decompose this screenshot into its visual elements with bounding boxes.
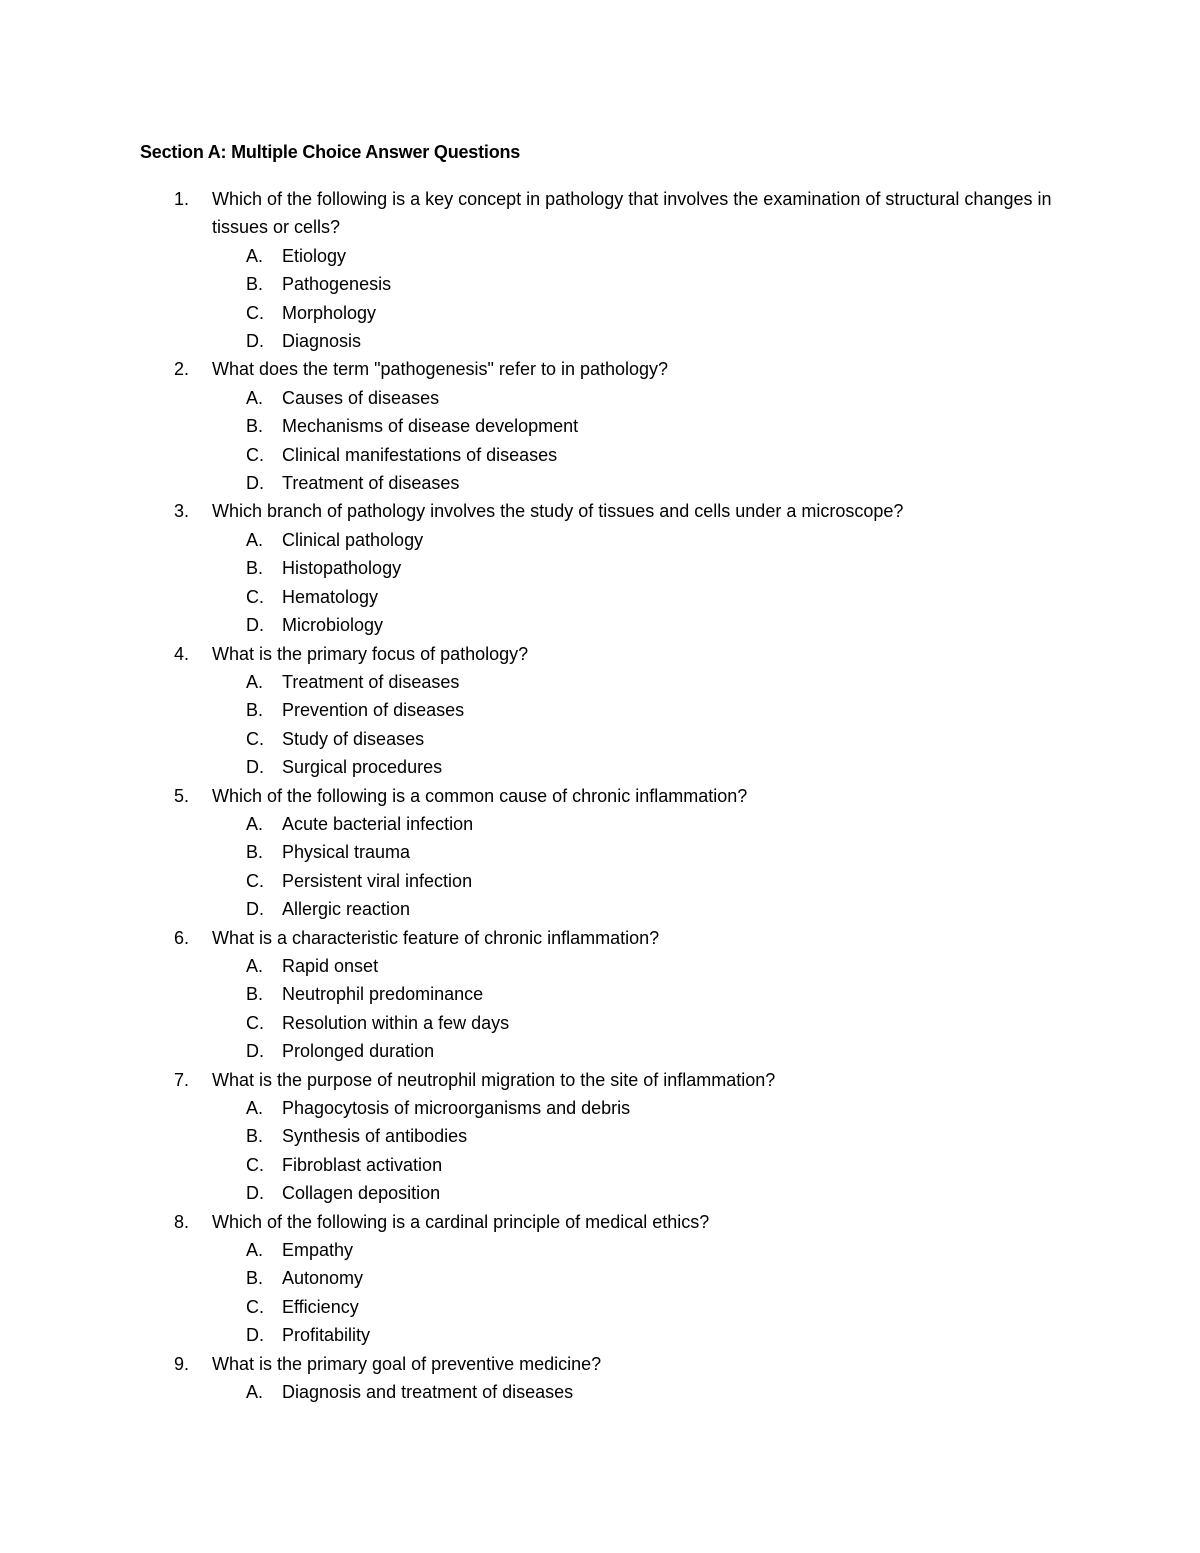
option-a (140, 1094, 1060, 1122)
question-text: What does the term "pathogenesis" refer to in pathology? (212, 359, 669, 380)
question-6 (140, 924, 1060, 1066)
option-d (140, 469, 1060, 497)
option-c (140, 583, 1060, 611)
option-text: Hematology (282, 586, 379, 607)
option-c (140, 725, 1060, 753)
option-letter: B. (246, 1126, 264, 1147)
option-b (140, 1122, 1060, 1150)
option-text: Etiology (282, 245, 347, 266)
question-text: What is a characteristic feature of chronic inflammation? (212, 927, 660, 948)
option-d (140, 1179, 1060, 1207)
option-text: Clinical pathology (282, 529, 424, 550)
option-text: Prevention of diseases (282, 700, 465, 721)
question-7 (140, 1066, 1060, 1208)
option-letter: C. (246, 728, 264, 749)
question-number: 4. (174, 643, 190, 664)
option-text: Pathogenesis (282, 274, 392, 295)
option-c (140, 1293, 1060, 1321)
question-number: 6. (174, 927, 190, 948)
option-letter: B. (246, 842, 264, 863)
question-text: What is the primary goal of preventive medicine? (212, 1353, 602, 1374)
question-text: Which branch of pathology involves the study of tissues and cells under a microscope? (212, 501, 904, 522)
option-text: Study of diseases (282, 728, 425, 749)
option-text: Surgical procedures (282, 757, 443, 778)
option-b (140, 1264, 1060, 1292)
option-letter: C. (246, 302, 264, 323)
option-a (140, 384, 1060, 412)
option-text: Efficiency (282, 1296, 359, 1317)
option-letter: A. (246, 671, 264, 692)
option-text: Histopathology (282, 558, 402, 579)
question-number: 9. (174, 1353, 190, 1374)
question-number: 8. (174, 1211, 190, 1232)
option-b (140, 412, 1060, 440)
question-2 (140, 355, 1060, 497)
option-b (140, 270, 1060, 298)
option-text: Empathy (282, 1240, 354, 1261)
option-text: Autonomy (282, 1268, 364, 1289)
option-a (140, 810, 1060, 838)
option-text: Allergic reaction (282, 899, 411, 920)
question-text: What is the purpose of neutrophil migration to the site of inflammation? (212, 1069, 776, 1090)
option-a (140, 668, 1060, 696)
option-b (140, 838, 1060, 866)
option-d (140, 895, 1060, 923)
option-d (140, 753, 1060, 781)
option-text: Morphology (282, 302, 377, 323)
option-letter: C. (246, 1154, 264, 1175)
option-letter: D. (246, 757, 264, 778)
section-title: Section A: Multiple Choice Answer Questions (140, 142, 521, 162)
question-3 (140, 497, 1060, 639)
question-1 (140, 185, 1060, 355)
option-c (140, 299, 1060, 327)
option-letter: B. (246, 984, 264, 1005)
option-text: Diagnosis (282, 331, 362, 352)
option-a (140, 1236, 1060, 1264)
question-text: What is the primary focus of pathology? (212, 643, 529, 664)
option-text: Causes of diseases (282, 387, 440, 408)
option-letter: D. (246, 1325, 264, 1346)
option-letter: C. (246, 1296, 264, 1317)
option-letter: C. (246, 586, 264, 607)
option-text: Clinical manifestations of diseases (282, 444, 558, 465)
option-letter: A. (246, 813, 264, 834)
question-number: 3. (174, 501, 190, 522)
option-text: Synthesis of antibodies (282, 1126, 468, 1147)
option-letter: B. (246, 274, 264, 295)
option-text: Profitability (282, 1325, 371, 1346)
option-d (140, 327, 1060, 355)
question-8 (140, 1208, 1060, 1350)
option-text: Physical trauma (282, 842, 411, 863)
option-letter: D. (246, 1183, 264, 1204)
question-text: Which of the following is a cardinal principle of medical ethics? (212, 1211, 710, 1232)
option-a (140, 952, 1060, 980)
option-text: Acute bacterial infection (282, 813, 474, 834)
option-letter: A. (246, 955, 264, 976)
option-letter: A. (246, 1098, 264, 1118)
option-text: Neutrophil predominance (282, 984, 484, 1005)
option-letter: C. (246, 1012, 264, 1033)
question-number: 1. (174, 189, 190, 209)
option-a (140, 1378, 1060, 1406)
option-letter: B. (246, 416, 264, 437)
option-text: Collagen deposition (282, 1183, 441, 1204)
option-letter: C. (246, 444, 264, 465)
option-text: Fibroblast activation (282, 1154, 443, 1175)
option-letter: B. (246, 1268, 264, 1289)
question-number: 5. (174, 785, 190, 806)
option-b (140, 696, 1060, 724)
option-letter: D. (246, 331, 264, 352)
option-text: Treatment of diseases (282, 473, 460, 494)
option-c (140, 867, 1060, 895)
question-number: 7. (174, 1069, 190, 1090)
option-letter: B. (246, 700, 264, 721)
option-text: Treatment of diseases (282, 671, 460, 692)
option-d (140, 1321, 1060, 1349)
option-letter: D. (246, 1041, 264, 1062)
option-letter: D. (246, 615, 264, 636)
option-letter: C. (246, 870, 264, 891)
option-letter: B. (246, 558, 264, 579)
option-text: Persistent viral infection (282, 870, 473, 891)
option-letter: A. (246, 1240, 264, 1261)
question-text: Which of the following is a common cause of chronic inflammation? (212, 785, 748, 806)
option-c (140, 1009, 1060, 1037)
option-c (140, 441, 1060, 469)
option-text: Diagnosis and treatment of diseases (282, 1382, 574, 1403)
question-list (140, 185, 1060, 1406)
option-b (140, 554, 1060, 582)
option-text: Mechanisms of disease development (282, 416, 579, 437)
option-c (140, 1151, 1060, 1179)
option-text: Phagocytosis of microorganisms and debris (282, 1098, 631, 1118)
option-d (140, 611, 1060, 639)
question-9 (140, 1350, 1060, 1407)
option-b (140, 980, 1060, 1008)
option-a (140, 526, 1060, 554)
option-letter: A. (246, 529, 264, 550)
option-letter: D. (246, 473, 264, 494)
option-text: Prolonged duration (282, 1041, 435, 1062)
option-text: Microbiology (282, 615, 384, 636)
question-5 (140, 782, 1060, 924)
option-letter: A. (246, 1382, 264, 1403)
option-a (140, 242, 1060, 270)
option-d (140, 1037, 1060, 1065)
question-4 (140, 640, 1060, 782)
option-text: Resolution within a few days (282, 1012, 510, 1033)
question-number: 2. (174, 359, 190, 380)
option-text: Rapid onset (282, 955, 379, 976)
option-letter: A. (246, 245, 264, 266)
option-letter: A. (246, 387, 264, 408)
question-text: Which of the following is a key concept in pathology that involves the examination of structural changes in tissues or cells? (212, 189, 1052, 238)
option-letter: D. (246, 899, 264, 920)
